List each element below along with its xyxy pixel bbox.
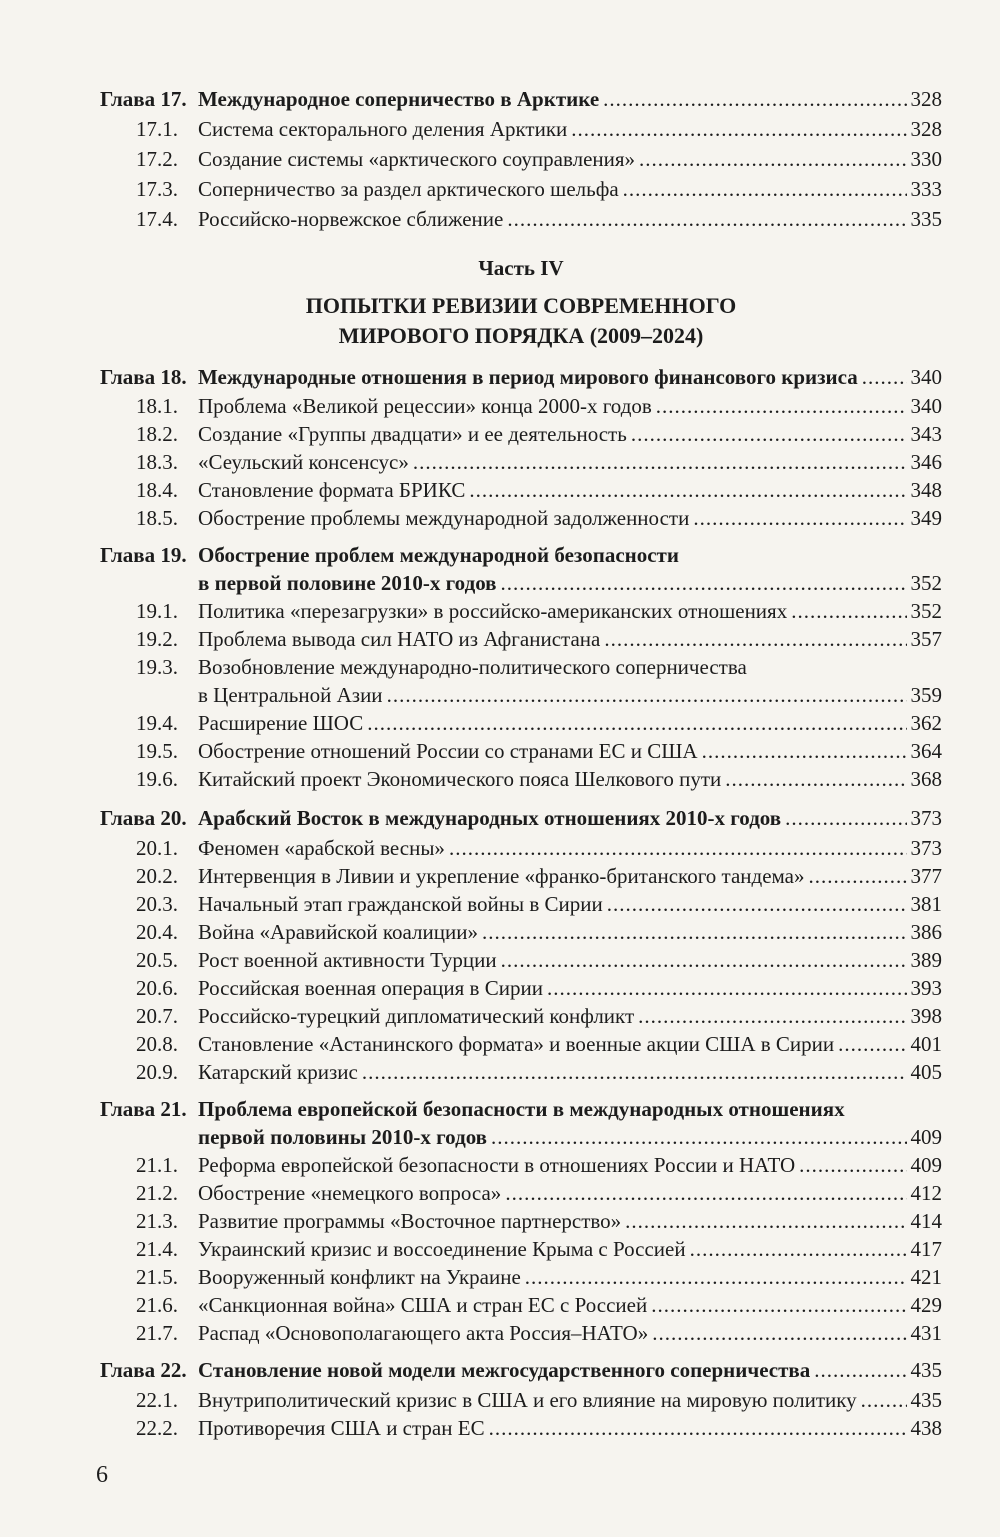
page-number: 409 [910, 1153, 942, 1177]
leader-dots [651, 1291, 906, 1319]
section-title: Обострение проблемы международной задолженности [198, 506, 690, 530]
leader-dots [604, 625, 906, 653]
section-title: Становление «Астанинского формата» и военные акции США в Сирии [198, 1032, 835, 1056]
section-number: 21.4. [136, 1237, 178, 1261]
page-number: 401 [910, 1032, 942, 1056]
section-title: Война «Аравийской коалиции» [198, 920, 478, 944]
chapter-title: Международное соперничество в Арктике [198, 87, 600, 111]
chapter-number: Глава 17. [100, 87, 187, 111]
page-number: 431 [910, 1321, 942, 1345]
page-number: 377 [910, 864, 942, 888]
section-entry [100, 448, 942, 476]
page-number: 421 [910, 1265, 942, 1289]
page-number: 429 [910, 1293, 942, 1317]
page-number: 438 [910, 1416, 942, 1440]
section-title: Феномен «арабской весны» [198, 836, 445, 860]
section-number: 20.1. [136, 836, 178, 860]
section-title: Обострение отношений России со странами ЕС и США [198, 739, 698, 763]
leader-dots [547, 974, 907, 1002]
page-number: 409 [910, 1125, 942, 1149]
leader-dots [693, 504, 906, 532]
section-number: 18.3. [136, 450, 178, 474]
page-number: 386 [910, 920, 942, 944]
section-entry [100, 918, 942, 946]
leader-dots [603, 84, 906, 114]
page-number: 340 [910, 394, 942, 418]
section-title: Создание системы «арктического соуправления» [198, 147, 636, 171]
section-title: «Сеульский консенсус» [198, 450, 409, 474]
section-title: Российская военная операция в Сирии [198, 976, 543, 1000]
page-number: 343 [910, 422, 942, 446]
toc-chapter-21 [100, 1095, 942, 1347]
section-title: Создание «Группы двадцати» и ее деятельность [198, 422, 627, 446]
section-entry [100, 1179, 942, 1207]
leader-dots [690, 1235, 907, 1263]
leader-dots [367, 709, 906, 737]
section-number: 22.2. [136, 1416, 178, 1440]
leader-dots [625, 1207, 906, 1235]
section-title: Обострение «немецкого вопроса» [198, 1181, 502, 1205]
page-number: 328 [910, 87, 942, 111]
section-entry [100, 1207, 942, 1235]
section-title: «Санкционная война» США и стран ЕС с Россией [198, 1293, 648, 1317]
page-number: 346 [910, 450, 942, 474]
section-title: Противоречия США и стран ЕС [198, 1416, 485, 1440]
section-entry [100, 392, 942, 420]
section-number: 19.1. [136, 599, 178, 623]
section-title: Система секторального деления Арктики [198, 117, 568, 141]
chapter-heading-continued [100, 569, 942, 597]
section-number: 21.1. [136, 1153, 178, 1177]
leader-dots [489, 1414, 907, 1442]
section-number: 20.8. [136, 1032, 178, 1056]
leader-dots [413, 448, 907, 476]
section-title: Рост военной активности Турции [198, 948, 497, 972]
section-number: 21.6. [136, 1293, 178, 1317]
chapter-heading [100, 84, 942, 114]
chapter-number: Глава 21. [100, 1097, 187, 1121]
section-title: Украинский кризис и воссоединение Крыма с Россией [198, 1237, 686, 1261]
section-title: Российско-турецкий дипломатический конфликт [198, 1004, 635, 1028]
toc-chapter-18 [100, 362, 942, 532]
page-number: 335 [910, 207, 942, 231]
leader-dots [652, 1319, 906, 1347]
section-entry [100, 862, 942, 890]
toc-chapter-19 [100, 541, 942, 793]
section-entry [100, 420, 942, 448]
section-number: 17.4. [136, 207, 178, 231]
page-number: 362 [910, 711, 942, 735]
leader-dots [449, 834, 907, 862]
section-entry [100, 476, 942, 504]
page-number: 328 [910, 117, 942, 141]
section-title: Соперничество за раздел арктического шельфа [198, 177, 619, 201]
section-entry [100, 1235, 942, 1263]
chapter-title: Становление новой модели межгосударственного соперничества [198, 1358, 811, 1382]
section-entry [100, 1319, 942, 1347]
chapter-title: Обострение проблем международной безопасности [198, 543, 679, 567]
section-title: Распад «Основополагающего акта Россия–НАТО» [198, 1321, 649, 1345]
page-number: 364 [910, 739, 942, 763]
section-number: 20.6. [136, 976, 178, 1000]
part-title-line-1: ПОПЫТКИ РЕВИЗИИ СОВРЕМЕННОГО [305, 293, 737, 318]
page-number: 414 [910, 1209, 942, 1233]
leader-dots [623, 174, 907, 204]
leader-dots [571, 114, 906, 144]
page-number: 352 [910, 599, 942, 623]
leader-dots [362, 1058, 907, 1086]
chapter-number: Глава 20. [100, 806, 187, 830]
page-number: 373 [910, 806, 942, 830]
leader-dots [725, 765, 906, 793]
page-number: 330 [910, 147, 942, 171]
page-number: 352 [910, 571, 942, 595]
section-title: Политика «перезагрузки» в российско-американских отношениях [198, 599, 788, 623]
page-number: 412 [910, 1181, 942, 1205]
section-number: 20.9. [136, 1060, 178, 1084]
leader-dots [656, 392, 907, 420]
page-number: 333 [910, 177, 942, 201]
section-entry [100, 946, 942, 974]
section-number: 20.2. [136, 864, 178, 888]
leader-dots [607, 890, 907, 918]
section-number: 17.3. [136, 177, 178, 201]
page-number: 381 [910, 892, 942, 916]
section-title: Российско-норвежское сближение [198, 207, 504, 231]
page-number: 348 [910, 478, 942, 502]
leader-dots [814, 1355, 906, 1386]
section-number: 21.3. [136, 1209, 178, 1233]
page-folio: 6 [96, 1462, 108, 1488]
section-number: 19.5. [136, 739, 178, 763]
section-title: Расширение ШОС [198, 711, 364, 735]
section-number: 20.4. [136, 920, 178, 944]
section-entry [100, 1002, 942, 1030]
chapter-title-continued: первой половины 2010-х годов [198, 1125, 488, 1149]
leader-dots [505, 1179, 906, 1207]
page-number: 349 [910, 506, 942, 530]
section-title: Интервенция в Ливии и укрепление «франко-британского тандема» [198, 864, 805, 888]
section-entry [100, 114, 942, 144]
section-number: 20.7. [136, 1004, 178, 1028]
section-number: 17.2. [136, 147, 178, 171]
section-title: Проблема вывода сил НАТО из Афганистана [198, 627, 601, 651]
chapter-heading [100, 1095, 942, 1123]
page-number: 405 [910, 1060, 942, 1084]
leader-dots [838, 1030, 906, 1058]
leader-dots [702, 737, 907, 765]
section-title: Китайский проект Экономического пояса Шелкового пути [198, 767, 722, 791]
toc-chapter-17 [100, 84, 942, 234]
section-title: Возобновление международно-политического соперничества [198, 655, 747, 679]
leader-dots [491, 1123, 906, 1151]
section-entry [100, 974, 942, 1002]
section-number: 18.1. [136, 394, 178, 418]
section-title: Катарский кризис [198, 1060, 358, 1084]
chapter-heading [100, 1355, 942, 1386]
section-title: Проблема «Великой рецессии» конца 2000-х годов [198, 394, 652, 418]
leader-dots [785, 803, 906, 834]
section-number: 21.7. [136, 1321, 178, 1345]
leader-dots [501, 946, 907, 974]
section-title: Становление формата БРИКС [198, 478, 466, 502]
toc-chapter-20 [100, 803, 942, 1086]
section-entry [100, 504, 942, 532]
chapter-title: Проблема европейской безопасности в международных отношениях [198, 1097, 845, 1121]
section-number: 17.1. [136, 117, 178, 141]
chapter-title: Арабский Восток в международных отношениях 2010-х годов [198, 806, 782, 830]
leader-dots [799, 1151, 906, 1179]
section-entry [100, 890, 942, 918]
section-entry [100, 1386, 942, 1414]
page-number: 357 [910, 627, 942, 651]
page-number: 340 [910, 365, 942, 389]
section-number: 18.2. [136, 422, 178, 446]
page-number: 368 [910, 767, 942, 791]
leader-dots [387, 681, 907, 709]
section-number: 18.4. [136, 478, 178, 502]
section-title: Реформа европейской безопасности в отношениях России и НАТО [198, 1153, 796, 1177]
section-entry-continued [100, 681, 942, 709]
chapter-heading-continued [100, 1123, 942, 1151]
section-number: 20.5. [136, 948, 178, 972]
leader-dots [469, 476, 906, 504]
section-entry [100, 144, 942, 174]
leader-dots [631, 420, 907, 448]
section-entry [100, 834, 942, 862]
section-entry [100, 625, 942, 653]
chapter-number: Глава 18. [100, 365, 187, 389]
part-title-line-2: МИРОВОГО ПОРЯДКА (2009–2024) [338, 323, 704, 348]
toc-chapter-22 [100, 1355, 942, 1442]
leader-dots [482, 918, 907, 946]
leader-dots [501, 569, 907, 597]
section-entry [100, 174, 942, 204]
section-number: 19.3. [136, 655, 178, 679]
section-number: 22.1. [136, 1388, 178, 1412]
section-number: 19.4. [136, 711, 178, 735]
section-number: 21.5. [136, 1265, 178, 1289]
section-number: 20.3. [136, 892, 178, 916]
chapter-number: Глава 19. [100, 543, 187, 567]
page-number: 398 [910, 1004, 942, 1028]
chapter-heading [100, 362, 942, 392]
section-title: Развитие программы «Восточное партнерство» [198, 1209, 622, 1233]
section-title-continued: в Центральной Азии [198, 683, 383, 707]
section-entry [100, 204, 942, 234]
leader-dots [862, 362, 907, 392]
section-title: Вооруженный конфликт на Украине [198, 1265, 521, 1289]
section-number: 18.5. [136, 506, 178, 530]
page-number: 389 [910, 948, 942, 972]
chapter-heading [100, 803, 942, 834]
section-entry [100, 737, 942, 765]
section-entry [100, 1291, 942, 1319]
page-number: 417 [910, 1237, 942, 1261]
page-number: 373 [910, 836, 942, 860]
leader-dots [525, 1263, 907, 1291]
section-entry [100, 1030, 942, 1058]
section-entry [100, 709, 942, 737]
page-number: 393 [910, 976, 942, 1000]
leader-dots [809, 862, 907, 890]
section-number: 21.2. [136, 1181, 178, 1205]
section-entry [100, 1151, 942, 1179]
page-number: 359 [910, 683, 942, 707]
leader-dots [639, 144, 906, 174]
section-title: Начальный этап гражданской войны в Сирии [198, 892, 603, 916]
section-number: 19.2. [136, 627, 178, 651]
chapter-number: Глава 22. [100, 1358, 187, 1382]
section-entry [100, 765, 942, 793]
section-entry [100, 1414, 942, 1442]
page-number: 435 [910, 1388, 942, 1412]
part-label: Часть IV [478, 256, 564, 280]
section-entry [100, 1058, 942, 1086]
chapter-title-continued: в первой половине 2010-х годов [198, 571, 497, 595]
leader-dots [861, 1386, 907, 1414]
section-entry [100, 653, 942, 681]
chapter-title: Международные отношения в период мирового финансового кризиса [198, 365, 858, 389]
section-entry [100, 597, 942, 625]
leader-dots [791, 597, 906, 625]
section-number: 19.6. [136, 767, 178, 791]
page-number: 435 [910, 1358, 942, 1382]
section-title: Внутриполитический кризис в США и его влияние на мировую политику [198, 1388, 857, 1412]
chapter-heading [100, 541, 942, 569]
leader-dots [507, 204, 906, 234]
section-entry [100, 1263, 942, 1291]
leader-dots [638, 1002, 906, 1030]
